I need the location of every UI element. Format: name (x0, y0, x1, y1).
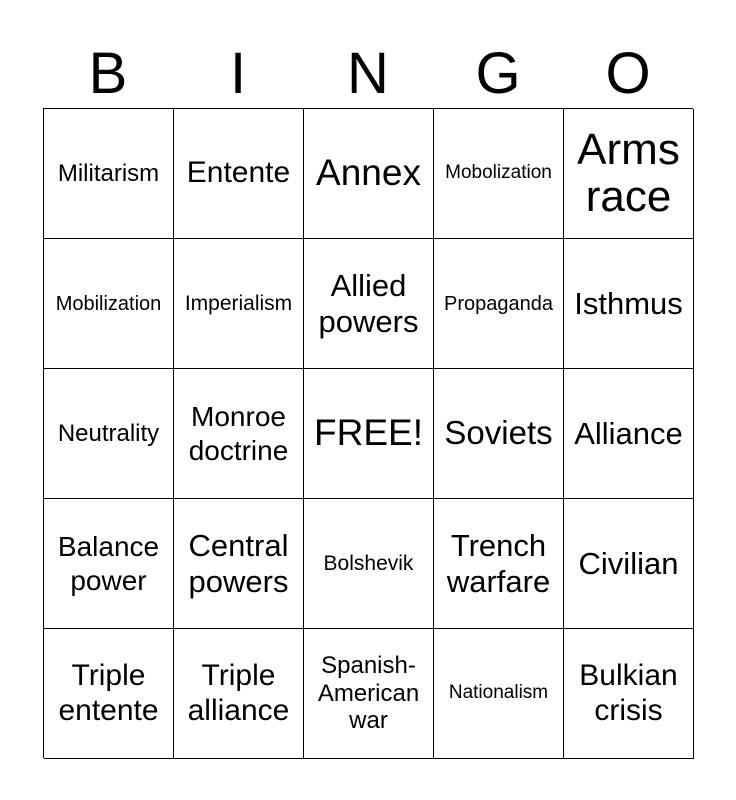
bingo-cell[interactable] (564, 499, 694, 629)
cell-label: Monroe doctrine (188, 400, 289, 466)
cell-label: Triple alliance (187, 659, 290, 727)
cell-label: Annex (316, 152, 421, 194)
bingo-cell[interactable] (174, 369, 304, 499)
cell-label: Bulkian crisis (579, 659, 678, 727)
bingo-cell[interactable] (44, 239, 174, 369)
bingo-cell[interactable] (304, 499, 434, 629)
header-letter-g: G (475, 41, 521, 106)
cell-label: Imperialism (184, 291, 293, 315)
header-letter-n: N (347, 41, 389, 106)
bingo-cell[interactable] (304, 239, 434, 369)
cell-label: Balance power (57, 530, 160, 596)
cell-label: Bolshevik (323, 551, 414, 575)
bingo-cell[interactable] (44, 629, 174, 759)
bingo-cell[interactable] (174, 499, 304, 629)
cell-label: Nationalism (448, 682, 549, 704)
cell-label: Isthmus (574, 285, 683, 321)
bingo-cell[interactable] (174, 109, 304, 239)
cell-label: Arms race (577, 125, 680, 221)
bingo-cell[interactable] (44, 369, 174, 499)
bingo-grid (43, 108, 693, 758)
free-cell[interactable] (304, 369, 434, 499)
cell-label: FREE! (314, 412, 423, 454)
header-letter-i: I (229, 41, 247, 106)
bingo-cell[interactable] (564, 629, 694, 759)
cell-label: Mobilization (55, 292, 162, 315)
bingo-cell[interactable] (434, 499, 564, 629)
bingo-cell[interactable] (174, 239, 304, 369)
header-letter-b: B (88, 41, 128, 106)
bingo-cell[interactable] (304, 109, 434, 239)
cell-label: Allied powers (318, 268, 419, 339)
cell-label: Trench warfare (446, 528, 551, 599)
bingo-cell[interactable] (304, 629, 434, 759)
bingo-cell[interactable] (434, 629, 564, 759)
cell-label: Entente (186, 156, 291, 190)
cell-label: Militarism (57, 159, 160, 187)
bingo-cell[interactable] (564, 239, 694, 369)
header-letter-o: O (605, 41, 651, 106)
cell-label: Soviets (444, 414, 553, 452)
bingo-cell[interactable] (434, 109, 564, 239)
bingo-cell[interactable] (434, 239, 564, 369)
bingo-cell[interactable] (434, 369, 564, 499)
cell-label: Civilian (578, 545, 679, 581)
bingo-cell[interactable] (564, 369, 694, 499)
bingo-cell[interactable] (564, 109, 694, 239)
bingo-cell[interactable] (44, 109, 174, 239)
cell-label: Alliance (574, 415, 683, 451)
cell-label: Mobolization (445, 162, 552, 184)
cell-label: Central powers (188, 528, 289, 599)
cell-label: Spanish- American war (317, 652, 420, 735)
cell-label: Triple entente (58, 659, 159, 727)
bingo-cell[interactable] (44, 499, 174, 629)
cell-label: Propaganda (444, 292, 553, 315)
bingo-header (43, 40, 693, 108)
bingo-cell[interactable] (174, 629, 304, 759)
cell-label: Neutrality (57, 419, 160, 447)
